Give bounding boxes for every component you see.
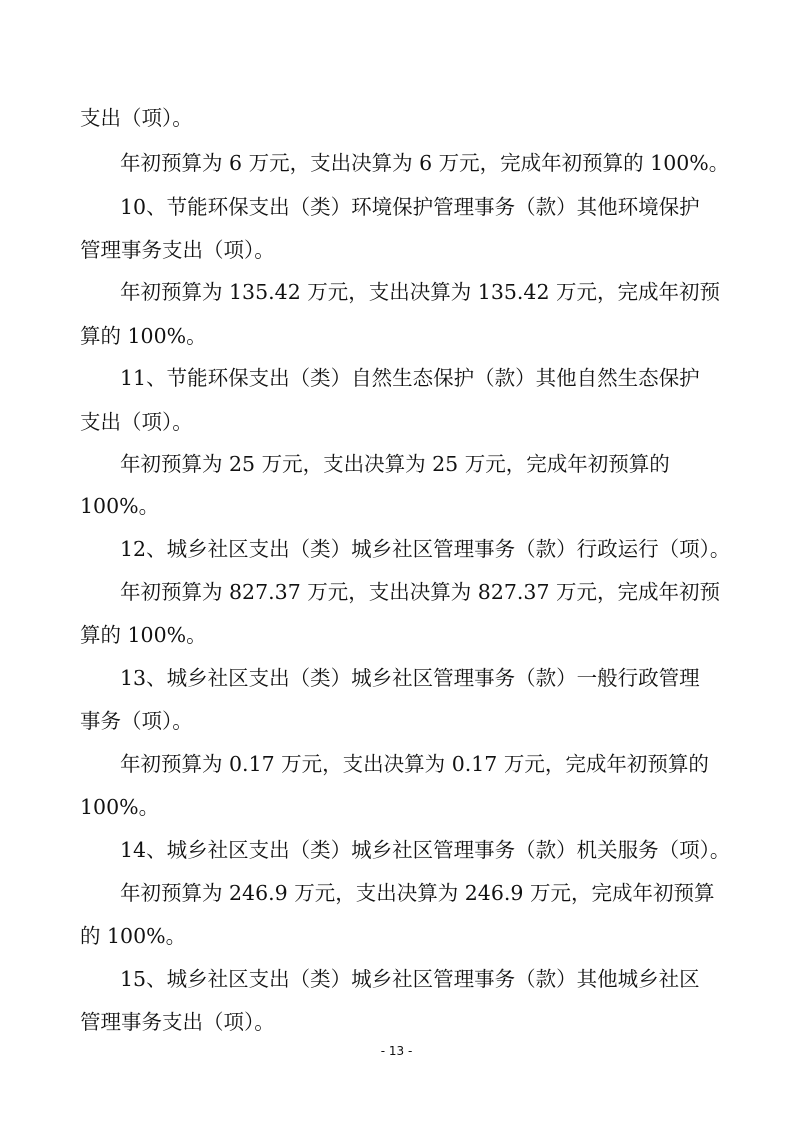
text-line: 的 100%。 xyxy=(80,924,187,948)
text-line: 支出（项）。 xyxy=(80,106,193,130)
text-line: 支出（项）。 xyxy=(80,410,193,434)
text-line: 10、节能环保支出（类）环境保护管理事务（款）其他环境保护 xyxy=(120,195,700,219)
text-line: 管理事务支出（项）。 xyxy=(80,1010,275,1034)
text-line: 年初预算为 827.37 万元，支出决算为 827.37 万元，完成年初预 xyxy=(120,580,721,604)
text-line: 年初预算为 25 万元，支出决算为 25 万元，完成年初预算的 xyxy=(120,452,670,476)
text-line: 年初预算为 0.17 万元，支出决算为 0.17 万元，完成年初预算的 xyxy=(120,752,709,776)
text-line: 100%。 xyxy=(80,494,160,518)
text-line: 算的 100%。 xyxy=(80,623,207,647)
text-line: 事务（项）。 xyxy=(80,709,193,733)
text-line: 13、城乡社区支出（类）城乡社区管理事务（款）一般行政管理 xyxy=(120,666,700,690)
text-line: 管理事务支出（项）。 xyxy=(80,238,275,262)
text-line: 年初预算为 6 万元，支出决算为 6 万元，完成年初预算的 100%。 xyxy=(120,151,730,175)
text-line: 11、节能环保支出（类）自然生态保护（款）其他自然生态保护 xyxy=(120,366,700,390)
text-line: 12、城乡社区支出（类）城乡社区管理事务（款）行政运行（项）。 xyxy=(120,537,731,561)
text-line: 14、城乡社区支出（类）城乡社区管理事务（款）机关服务（项）。 xyxy=(120,838,731,862)
text-line: 年初预算为 246.9 万元，支出决算为 246.9 万元，完成年初预算 xyxy=(120,881,715,905)
page-number: - 13 - xyxy=(380,1044,413,1058)
text-line: 15、城乡社区支出（类）城乡社区管理事务（款）其他城乡社区 xyxy=(120,967,700,991)
text-line: 年初预算为 135.42 万元，支出决算为 135.42 万元，完成年初预 xyxy=(120,280,721,304)
text-line: 算的 100%。 xyxy=(80,324,207,348)
text-line: 100%。 xyxy=(80,795,160,819)
